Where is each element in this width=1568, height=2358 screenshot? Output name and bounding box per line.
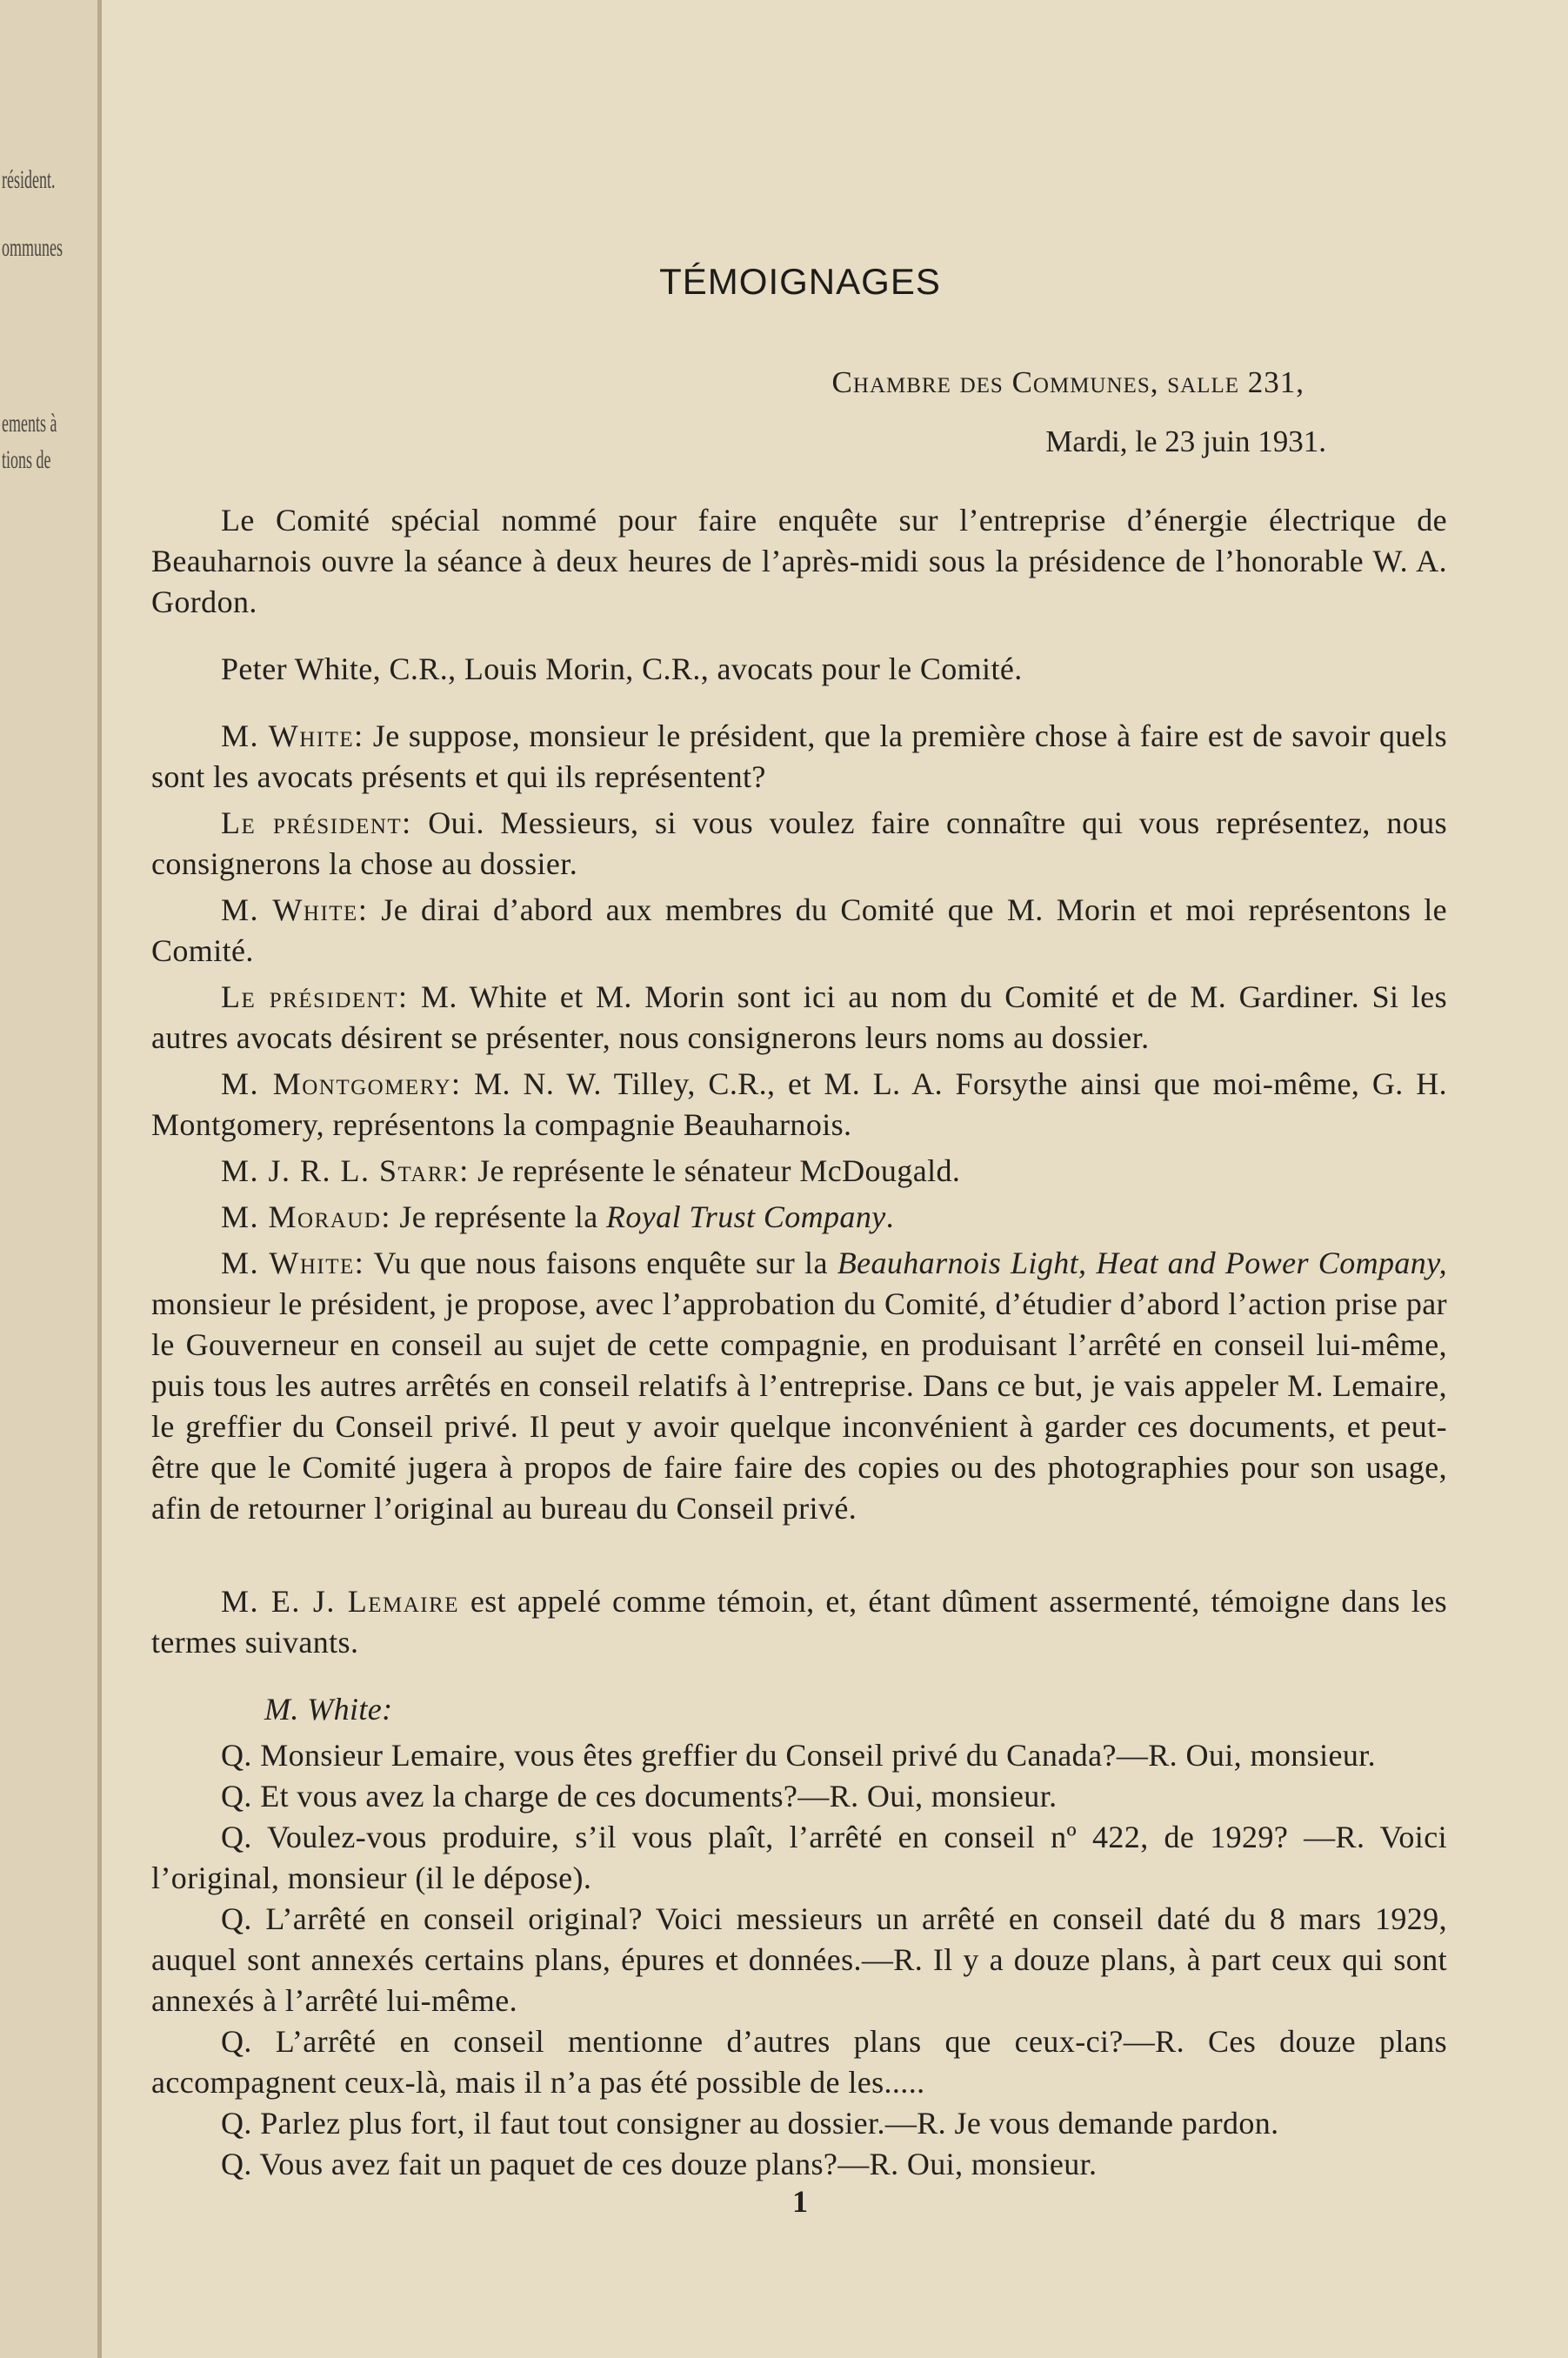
margin-fragment: ommunes bbox=[2, 233, 63, 262]
margin-fragment: tions de bbox=[2, 445, 51, 474]
left-margin-strip bbox=[0, 0, 102, 2358]
qa-paragraph: Q. Monsieur Lemaire, vous êtes greffier du Conseil privé du Canada?—R. Oui, monsieur. bbox=[221, 1738, 1377, 1773]
page-number: 1 bbox=[792, 2184, 808, 2219]
speech-paragraph: Le président: Oui. Messieurs, si vous voulez faire connaître qui vous représentez, nous consignerons la chose au dossier. bbox=[151, 805, 1447, 881]
page-title: TÉMOIGNAGES bbox=[659, 261, 941, 302]
speaker-name: M. White: bbox=[221, 1246, 365, 1280]
qa-paragraph: Q. Parlez plus fort, il faut tout consigner au dossier.—R. Je vous demande pardon. bbox=[221, 2106, 1279, 2141]
speaker-name: M. White: bbox=[221, 718, 364, 753]
speaker-name: M. J. R. L. Starr: bbox=[221, 1153, 470, 1188]
opening-paragraph: Le Comité spécial nommé pour faire enquête sur l’entreprise d’énergie électrique de Beauharnois ouvre la séance à deux heures de l’après-midi sous la présidence de l’honorable W. A. Gordon. bbox=[151, 503, 1447, 619]
speech-paragraph: M. J. R. L. Starr: Je représente le sénateur McDougald. bbox=[221, 1153, 961, 1188]
speech-paragraph: M. White: Vu que nous faisons enquête sur la Beauharnois Light, Heat and Power Company, monsieur le président, je propose, avec l’approbation du Comité, d’étudier d’abord l’action prise par le Gouverneur en conseil au sujet de cette compagnie, en produisant l’arrêté en conseil lui-même, puis tous les autres arrêtés en conseil relatifs à l’entreprise. Dans ce but, je vais appeler M. Lemaire, le greffier du Conseil privé. Il peut y avoir quelque inconvénient à garder ces documents, et peut-être que le Comité jugera à propos de faire faire des copies ou des photographies pour son usage, afin de retourner l’original au bureau du Conseil privé. bbox=[151, 1246, 1447, 1526]
speaker-name: M. Montgomery: bbox=[221, 1066, 462, 1101]
margin-fragment: ements à bbox=[2, 409, 57, 438]
speaker-name: M. Moraud: bbox=[221, 1199, 391, 1234]
qa-paragraph: Q. L’arrêté en conseil mentionne d’autres plans que ceux-ci?—R. Ces douze plans accompagnent ceux-là, mais il n’a pas été possible de les..... bbox=[151, 2024, 1447, 2100]
qa-paragraph: Q. Vous avez fait un paquet de ces douze plans?—R. Oui, monsieur. bbox=[221, 2147, 1098, 2181]
speech-paragraph: M. White: Je dirai d’abord aux membres du Comité que M. Morin et moi représentons le Comité. bbox=[151, 892, 1447, 968]
speech-paragraph: M. Moraud: Je représente la Royal Trust Company. bbox=[221, 1199, 895, 1234]
session-place: Chambre des Communes, salle 231, bbox=[831, 365, 1304, 399]
speech-paragraph: M. White: Je suppose, monsieur le président, que la première chose à faire est de savoir quels sont les avocats présents et qui ils représentent? bbox=[151, 718, 1447, 794]
speaker-name: Le président: bbox=[221, 979, 409, 1014]
counsel-paragraph: Peter White, C.R., Louis Morin, C.R., avocats pour le Comité. bbox=[221, 651, 1023, 686]
qa-paragraph: Q. Et vous avez la charge de ces documents?—R. Oui, monsieur. bbox=[221, 1779, 1058, 1814]
testimony-body bbox=[151, 500, 1447, 2185]
qa-paragraph: Q. L’arrêté en conseil original? Voici messieurs un arrêté en conseil daté du 8 mars 1929, auquel sont annexés certains plans, épures et données.—R. Il y a douze plans, à part ceux qui sont annexés à l’arrêté lui-même. bbox=[151, 1901, 1447, 2018]
witness-name: M. E. J. Lemaire bbox=[221, 1584, 460, 1619]
document-page bbox=[139, 0, 1461, 2358]
examiner-heading: M. White: bbox=[264, 1692, 393, 1727]
speaker-name: Le président: bbox=[221, 805, 412, 840]
witness-paragraph: M. E. J. Lemaire est appelé comme témoin, et, étant dûment assermenté, témoigne dans les termes suivants. bbox=[151, 1584, 1448, 1660]
margin-fragment: résident. bbox=[2, 165, 56, 194]
session-date: Mardi, le 23 juin 1931. bbox=[1045, 424, 1326, 458]
qa-paragraph: Q. Voulez-vous produire, s’il vous plaît, l’arrêté en conseil nº 422, de 1929? —R. Voici l’original, monsieur (il le dépose). bbox=[151, 1820, 1447, 1895]
speech-paragraph: Le président: M. White et M. Morin sont ici au nom du Comité et de M. Gardiner. Si les autres avocats désirent se présenter, nous consignerons leurs noms au dossier. bbox=[151, 979, 1447, 1055]
speech-paragraph: M. Montgomery: M. N. W. Tilley, C.R., et M. L. A. Forsythe ainsi que moi-même, G. H. Montgomery, représentons la compagnie Beauharnois. bbox=[151, 1066, 1448, 1142]
speaker-name: M. White: bbox=[221, 892, 369, 927]
